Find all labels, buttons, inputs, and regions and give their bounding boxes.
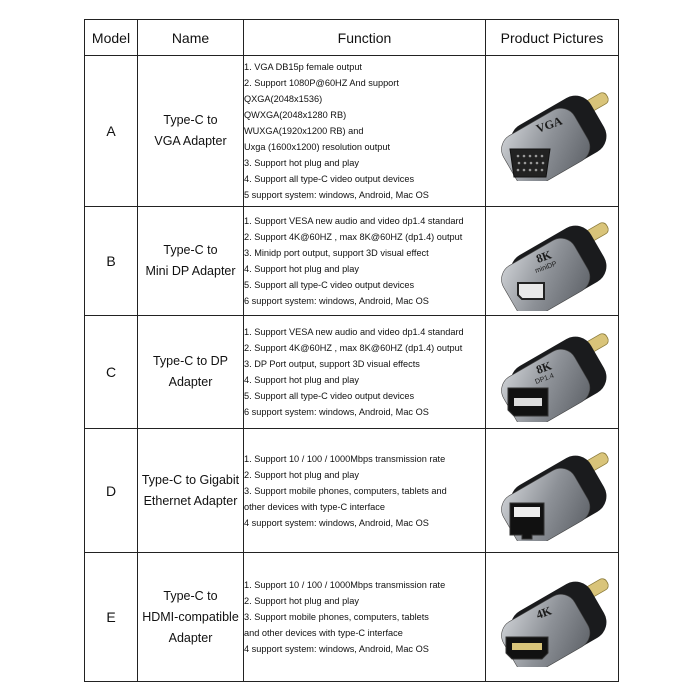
function-item: 2. Support 4K@60HZ , max 8K@60HZ (dp1.4) output	[244, 232, 463, 242]
product-name	[138, 316, 244, 429]
product-name-line: Type-C to DP	[152, 354, 229, 368]
function-item: WUXGA(1920x1200 RB) and	[244, 126, 364, 136]
mini-dp-adapter-icon	[492, 211, 612, 311]
hdmi-adapter-icon	[492, 567, 612, 667]
header-pictures: Product Pictures	[486, 20, 619, 56]
picture-sublabel: miniDP	[534, 260, 558, 275]
product-name-line: Type-C to	[163, 588, 218, 603]
function-item: 1. Support 10 / 100 / 1000Mbps transmission rate	[244, 580, 446, 590]
header-model: Model	[85, 20, 138, 56]
function-item: 1. VGA DB15p female output	[244, 62, 362, 72]
function-item: 6 support system: windows, Android, Mac OS	[244, 407, 429, 417]
function-item: 5. Support all type-C video output devices	[244, 280, 415, 290]
function-list	[244, 316, 486, 429]
function-item: 3. Support hot plug and play	[244, 158, 359, 168]
product-name-line: Type-C to	[163, 113, 218, 127]
picture-label: 8K	[534, 358, 554, 377]
header-name: Name	[138, 20, 244, 56]
picture-sublabel: DP1.4	[534, 372, 555, 386]
product-row	[85, 56, 619, 207]
function-list	[244, 553, 486, 682]
vga-adapter-icon	[492, 81, 612, 181]
function-list	[244, 429, 486, 553]
product-name-line: Adapter	[168, 375, 213, 389]
function-list	[244, 56, 486, 207]
function-item: 5 support system: windows, Android, Mac OS	[244, 190, 429, 200]
function-item: 3. Support mobile phones, computers, tablets	[244, 612, 429, 622]
function-item: 1. Support 10 / 100 / 1000Mbps transmission rate	[244, 453, 446, 464]
function-item: 6 support system: windows, Android, Mac OS	[244, 296, 429, 306]
picture-label: 8K	[534, 247, 554, 266]
function-item: 2. Support hot plug and play	[244, 469, 359, 480]
function-item: 2. Support hot plug and play	[244, 596, 359, 606]
function-item: 4 support system: windows, Android, Mac OS	[244, 644, 429, 654]
model-cell: D	[85, 429, 138, 553]
function-item: 4. Support hot plug and play	[244, 375, 359, 385]
product-spec-table	[84, 19, 619, 682]
picture-label: VGA	[534, 113, 565, 136]
product-name-line: Adapter	[168, 630, 213, 645]
product-picture	[486, 207, 619, 316]
function-item: Uxga (1600x1200) resolution output	[244, 142, 391, 152]
function-item: 1. Support VESA new audio and video dp1.4 standard	[244, 327, 464, 337]
product-name	[138, 207, 244, 316]
product-name	[138, 429, 244, 553]
header-function: Function	[244, 20, 486, 56]
model-cell: A	[85, 56, 138, 207]
product-picture	[486, 429, 619, 553]
function-item: 4. Support all type-C video output devices	[244, 174, 415, 184]
product-name-line: Type-C to	[163, 243, 218, 257]
function-item: and other devices with type-C interface	[244, 628, 403, 638]
function-item: 3. Minidp port output, support 3D visual effect	[244, 248, 429, 258]
product-picture	[486, 316, 619, 429]
function-item: 2. Support 4K@60HZ , max 8K@60HZ (dp1.4) output	[244, 343, 463, 353]
product-picture	[486, 56, 619, 207]
dp-adapter-icon	[492, 322, 612, 422]
picture-label: 4K	[534, 603, 554, 622]
header-row	[85, 20, 619, 56]
product-name-line: Type-C to Gigabit	[141, 472, 240, 487]
product-name-line: Ethernet Adapter	[143, 493, 238, 508]
product-row	[85, 553, 619, 682]
function-item: QXGA(2048x1536)	[244, 94, 323, 104]
product-picture	[486, 553, 619, 682]
function-item: 5. Support all type-C video output devices	[244, 391, 415, 401]
product-row	[85, 207, 619, 316]
function-list	[244, 207, 486, 316]
function-item: other devices with type-C interface	[244, 501, 385, 512]
model-cell: C	[85, 316, 138, 429]
function-item: 2. Support 1080P@60HZ And support	[244, 78, 399, 88]
function-item: 4. Support hot plug and play	[244, 264, 359, 274]
product-name-line: HDMI-compatible	[142, 609, 239, 624]
ethernet-adapter-icon	[492, 441, 612, 541]
product-row	[85, 429, 619, 553]
model-cell: E	[85, 553, 138, 682]
function-item: 3. Support mobile phones, computers, tablets and	[244, 485, 447, 496]
product-name	[138, 553, 244, 682]
product-name-line: Mini DP Adapter	[145, 264, 236, 278]
product-name	[138, 56, 244, 207]
model-cell: B	[85, 207, 138, 316]
function-item: QWXGA(2048x1280 RB)	[244, 110, 347, 120]
function-item: 3. DP Port output, support 3D visual effects	[244, 359, 420, 369]
function-item: 1. Support VESA new audio and video dp1.4 standard	[244, 216, 464, 226]
product-row	[85, 316, 619, 429]
product-name-line: VGA Adapter	[154, 134, 227, 148]
function-item: 4 support system: windows, Android, Mac OS	[244, 517, 429, 528]
